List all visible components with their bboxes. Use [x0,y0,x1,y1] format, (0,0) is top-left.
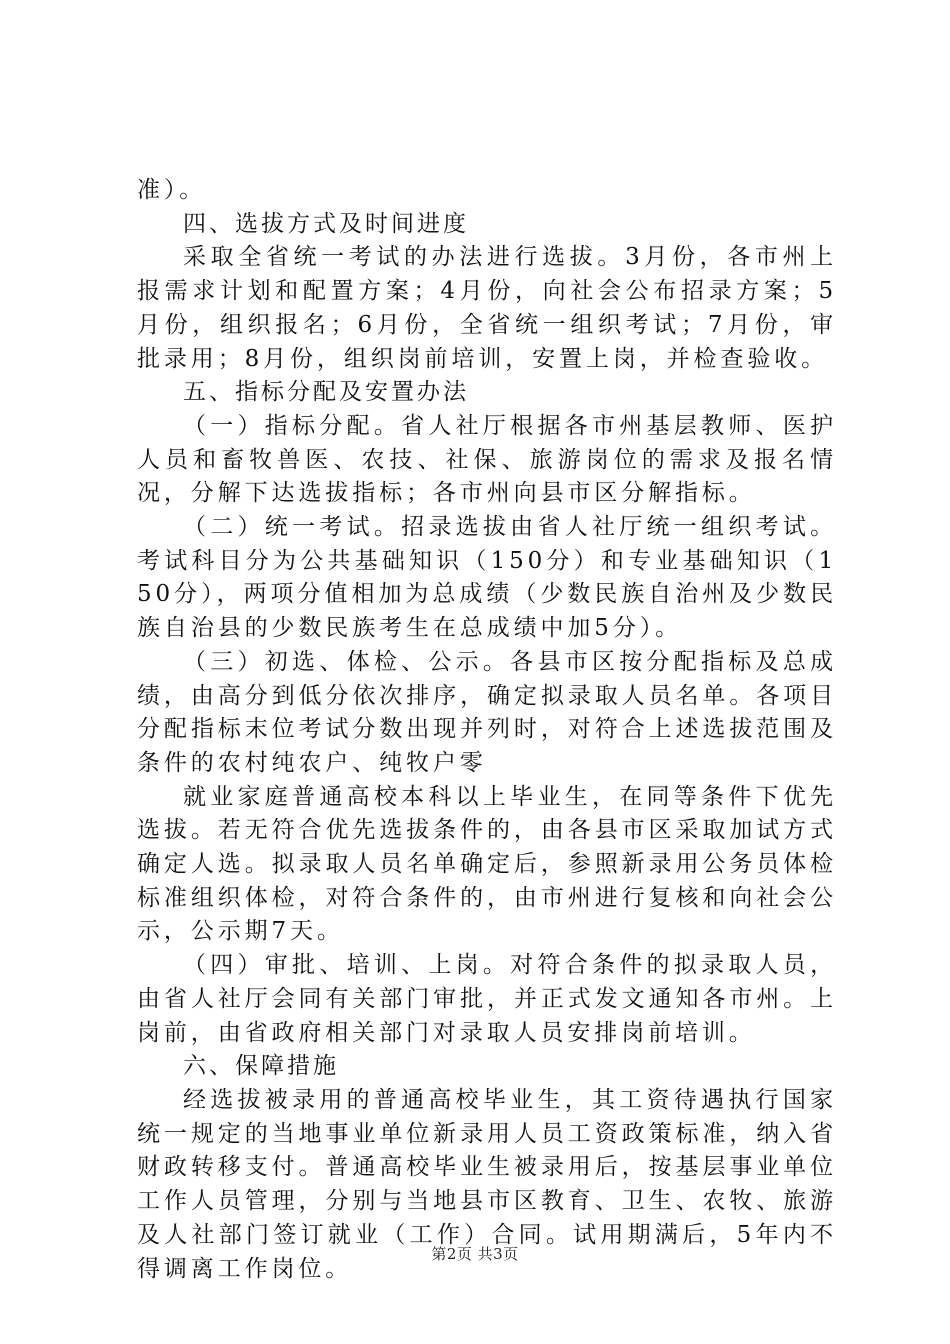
section-heading-5: 五、指标分配及安置办法 [183,379,469,406]
paragraph-selection-method: 采取全省统一考试的办法进行选拔。3月份，各市州上报需求计划和配置方案；4月份，向社会公布招录方案；5月份，组织报名；6月份，全省统一组织考试；7月份，审批录用；8月份，组织岗前培训，安置上岗，并检查验收。 [137,244,837,372]
paragraph-quota-allocation: （一）指标分配。省人社厅根据各市州基层教师、医护人员和畜牧兽医、农技、社保、旅游岗位的需求及报名情况，分解下达选拔指标；各市州向县市区分解指标。 [137,412,837,507]
paragraph-priority-selection: 就业家庭普通高校本科以上毕业生，在同等条件下优先选拔。若无符合优先选拔条件的，由各县市区采取加试方式确定人选。拟录取人员名单确定后，参照新录用公务员体检标准组织体检，对符合条件的，由市州进行复核和向社会公示，公示期7天。 [137,783,837,945]
page-number-footer: 第2页 共3页 [431,1245,519,1263]
paragraph-unified-exam: （二）统一考试。招录选拔由省人社厅统一组织考试。考试科目分为公共基础知识（150分）和专业基础知识（150分），两项分值相加为总成绩（少数民族自治州及少数民族自治县的少数民族考生在总成绩中加5分）。 [137,514,837,642]
paragraph-guarantee-measures: 经选拔被录用的普通高校毕业生，其工资待遇执行国家统一规定的当地事业单位新录用人员工资政策标准，纳入省财政转移支付。普通高校毕业生被录用后，按基层事业单位工作人员管理，分别与当地县市区教育、卫生、农牧、旅游及人社部门签订就业（工作）合同。试用期满后，5年内不得调离工作岗位。 [137,1086,837,1282]
paragraph-approval-training: （四）审批、培训、上岗。对符合条件的拟录取人员，由省人社厅会同有关部门审批，并正式发文通知各市州。上岗前，由省政府相关部门对录取人员安排岗前培训。 [137,952,837,1046]
document-body [137,174,837,1286]
section-heading-6: 六、保障措施 [183,1053,339,1080]
section-heading-4: 四、选拔方式及时间进度 [183,210,469,237]
paragraph-continuation: 准）。 [137,177,207,203]
paragraph-preliminary-selection: （三）初选、体检、公示。各县市区按分配指标及总成绩，由高分到低分依次排序，确定拟录取人员名单。各项目分配指标末位考试分数出现并列时，对符合上述选拔范围及条件的农村纯农户、纯牧户零 [137,648,837,776]
